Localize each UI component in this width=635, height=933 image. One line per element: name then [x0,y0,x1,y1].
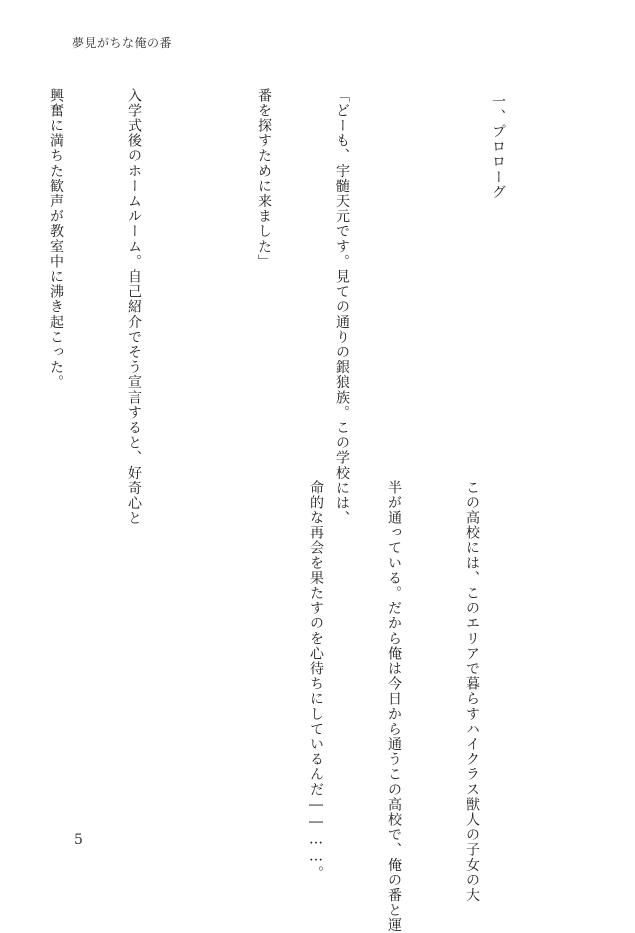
page-number: 5 [74,832,83,848]
chapter-title: 一、プロローグ [490,94,506,200]
text-line: 半が通っている。だから俺は今日から通うこの高校で、俺の番と運 [386,480,402,933]
top-text-block [0,88,563,526]
text-line: 命的な再会を果たすのを心待ちにしているんだ――……。 [308,480,324,881]
text-line: 「どーも、宇髄天元です。見ての通りの銀狼族。この学校には、 [334,88,350,526]
running-header: 夢見がちな俺の番 [72,36,173,50]
text-line: 入学式後のホームルーム。自己紹介でそう宣言すると、好奇心と [126,88,142,526]
text-line: 興奮に満ちた歓声が教室中に沸き起こった。 [48,88,64,390]
text-line: この高校には、このエリアで暮らすハイクラス獣人の子女の大 [464,480,480,903]
title-spacer [407,88,433,428]
text-line: 番を探すために来ました」 [256,88,272,270]
bottom-text-block [277,480,537,933]
